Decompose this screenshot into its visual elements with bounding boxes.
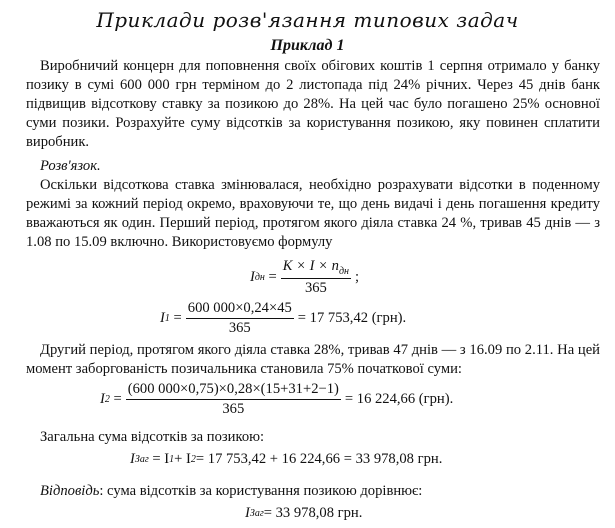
formula-total: I Заг = I 1 + I 2 = 17 753,42 + 16 224,66 = 33 978,08 грн.: [130, 451, 443, 467]
answer-text: : сума відсотків за користування позикою дорівнює:: [99, 483, 423, 499]
formula-general: I дн = $\frac{K \times I \times n_{дн}}{365}$ ;: [250, 258, 360, 296]
answer-line: [40, 483, 422, 500]
formula-i1: I 1 = $\frac{600 000\times 0,24\times 45}{365}$ = 17 753,42 (грн).: [160, 300, 407, 336]
example-title: Приклад 1: [270, 37, 345, 54]
answer-formula: I Заг = 33 978,08 грн.: [245, 505, 363, 521]
solution-paragraph-1: Оскільки відсоткова ставка змінювалася, необхідно розрахувати відсотки в поденному режимі за кожний період окремо, враховуючи те, що день видачі і день погашення кредиту вважаються як один. Перший період, протягом якого діяла ставка 24 %, тривав 45 днів — з 1.08 по 15.09 включно. Використовуємо формулу: [26, 177, 600, 250]
formula-i2: I 2 = $\frac{(600 000\times 0,75)\times 0,28\times(15+31+2-1)}{365}$ = 16 224,66 (грн).: [100, 381, 454, 417]
solution-label: Розв'язок.: [40, 158, 101, 174]
problem-statement: Виробничий концерн для поповнення своїх обігових коштів 1 серпня отримало у банку позику в сумі 600 000 грн терміном до 2 листопада під 24% річних. Через 45 днів банк підвищив відсоткову ставку за позикою до 28%. На цей час було погашено 25% основної суми позики. Розрахуйте суму відсотків за користування позикою, яку повинен сплатити виробник.: [26, 58, 600, 150]
section-title: Приклади розв'язання типових задач: [96, 8, 519, 32]
solution-paragraph-2: Другий період, протягом якого діяла ставка 28%, тривав 47 днів — з 16.09 по 2.11. На цей момент заборгованість позичальника становила 75% початкової суми:: [26, 342, 600, 377]
answer-label: Відповідь: [40, 483, 100, 499]
total-label: Загальна сума відсотків за позикою:: [40, 429, 265, 445]
